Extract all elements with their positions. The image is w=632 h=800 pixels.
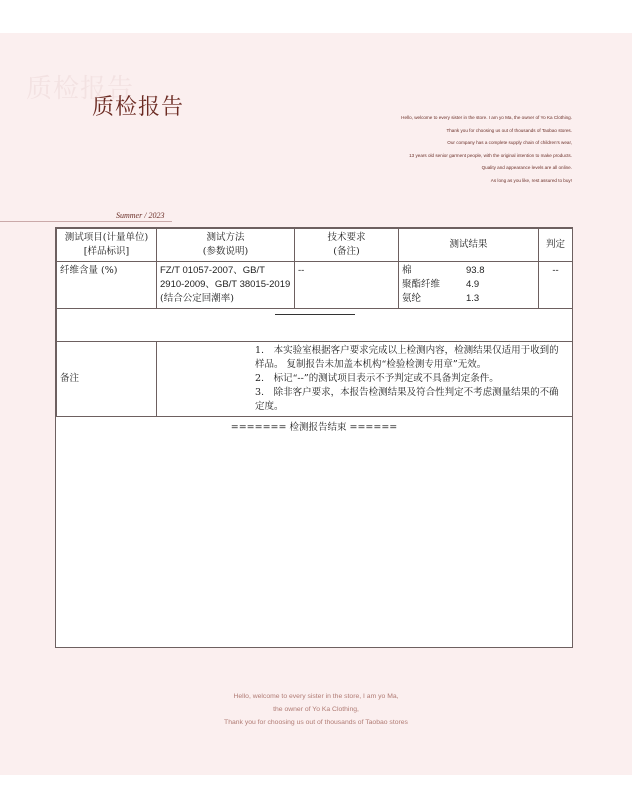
header-judgement: 判定	[539, 229, 573, 262]
remark-item: 3. 除非客户要求，本报告检测结果及符合性判定不考虑测量结果的不确定度。	[255, 387, 559, 412]
table-row	[57, 262, 573, 309]
footer-line: Hello, welcome to every sister in the store, I am yo Ma,	[233, 693, 399, 700]
intro-line: 13 years old senior garment people, with the original intention to make products.	[409, 152, 572, 158]
table-header-row	[57, 229, 573, 262]
footer-line: Thank you for choosing us out of thousands of Taobao stores	[224, 719, 408, 727]
header-item	[57, 229, 157, 262]
result-name: 聚酯纤维	[402, 279, 441, 290]
intro-line: As long as you like, rest assured to buy!	[490, 177, 572, 183]
result-line	[402, 278, 535, 292]
result-name: 棉	[402, 265, 412, 276]
header-result: 测试结果	[399, 229, 539, 262]
footer-text	[0, 690, 632, 730]
result-line	[402, 292, 535, 306]
test-report-table	[55, 227, 573, 648]
season-label: Summer / 2023	[116, 211, 165, 220]
blank-row	[57, 309, 573, 342]
intro-text	[312, 112, 572, 188]
divider	[0, 221, 172, 222]
header-method-line: 测试方法	[206, 232, 245, 243]
header-requirement-line: (备注)	[333, 246, 360, 257]
remark-item: 2. 标记“--”的测试项目表示不予判定或不具备判定条件。	[255, 373, 499, 384]
underline	[275, 314, 355, 315]
blank-cell	[57, 309, 573, 342]
intro-line: Quality and appearance levels are all online.	[481, 165, 572, 171]
header-requirement-line: 技术要求	[327, 232, 366, 243]
result-line	[402, 264, 535, 278]
intro-line: Hello, welcome to every sister in the store. I am yo Ma, the owner of Yo Ka Clothing.	[401, 115, 572, 120]
header-requirement	[295, 229, 399, 262]
intro-line: Our company has a complete supply chain of children's wear,	[447, 140, 572, 146]
page-title: 质检报告	[92, 95, 185, 120]
result-value: 4.9	[466, 279, 480, 290]
header-item-line: 测试项目(计量单位)	[64, 232, 149, 243]
remark-item: 1. 本实验室根据客户要求完成以上检测内容，检测结果仅适用于收到的样品。 复制报告未加盖本机构“检验检测专用章”无效。	[255, 345, 559, 370]
row-judgement: --	[539, 262, 573, 309]
footer-line: the owner of Yo Ka Clothing,	[273, 706, 359, 714]
row-method	[157, 262, 295, 309]
result-value: 93.8	[466, 265, 485, 276]
header-method	[157, 229, 295, 262]
report-end-marker: ======= 检测报告结束 ======	[230, 422, 398, 433]
row-item: 纤维含量 (%)	[57, 262, 157, 309]
row-results	[399, 262, 539, 309]
method-line: FZ/T 01057-2007、GB/T	[160, 265, 265, 276]
header-method-line: (参数说明)	[202, 246, 249, 257]
header-item-line: [样品标识]	[83, 246, 130, 257]
method-line: (结合公定回潮率)	[160, 293, 234, 304]
remarks-row	[57, 342, 573, 417]
result-value: 1.3	[466, 293, 480, 304]
result-name: 氨纶	[402, 293, 422, 304]
remarks-content	[157, 342, 573, 417]
row-requirement: --	[295, 262, 399, 309]
watermark-title: 质检报告	[26, 74, 135, 104]
intro-line: Thank you for choosing us out of thousands of Taobao stores.	[446, 127, 572, 133]
remarks-label: 备注	[57, 342, 157, 417]
method-line: 2910-2009、GB/T 38015-2019	[160, 279, 291, 290]
